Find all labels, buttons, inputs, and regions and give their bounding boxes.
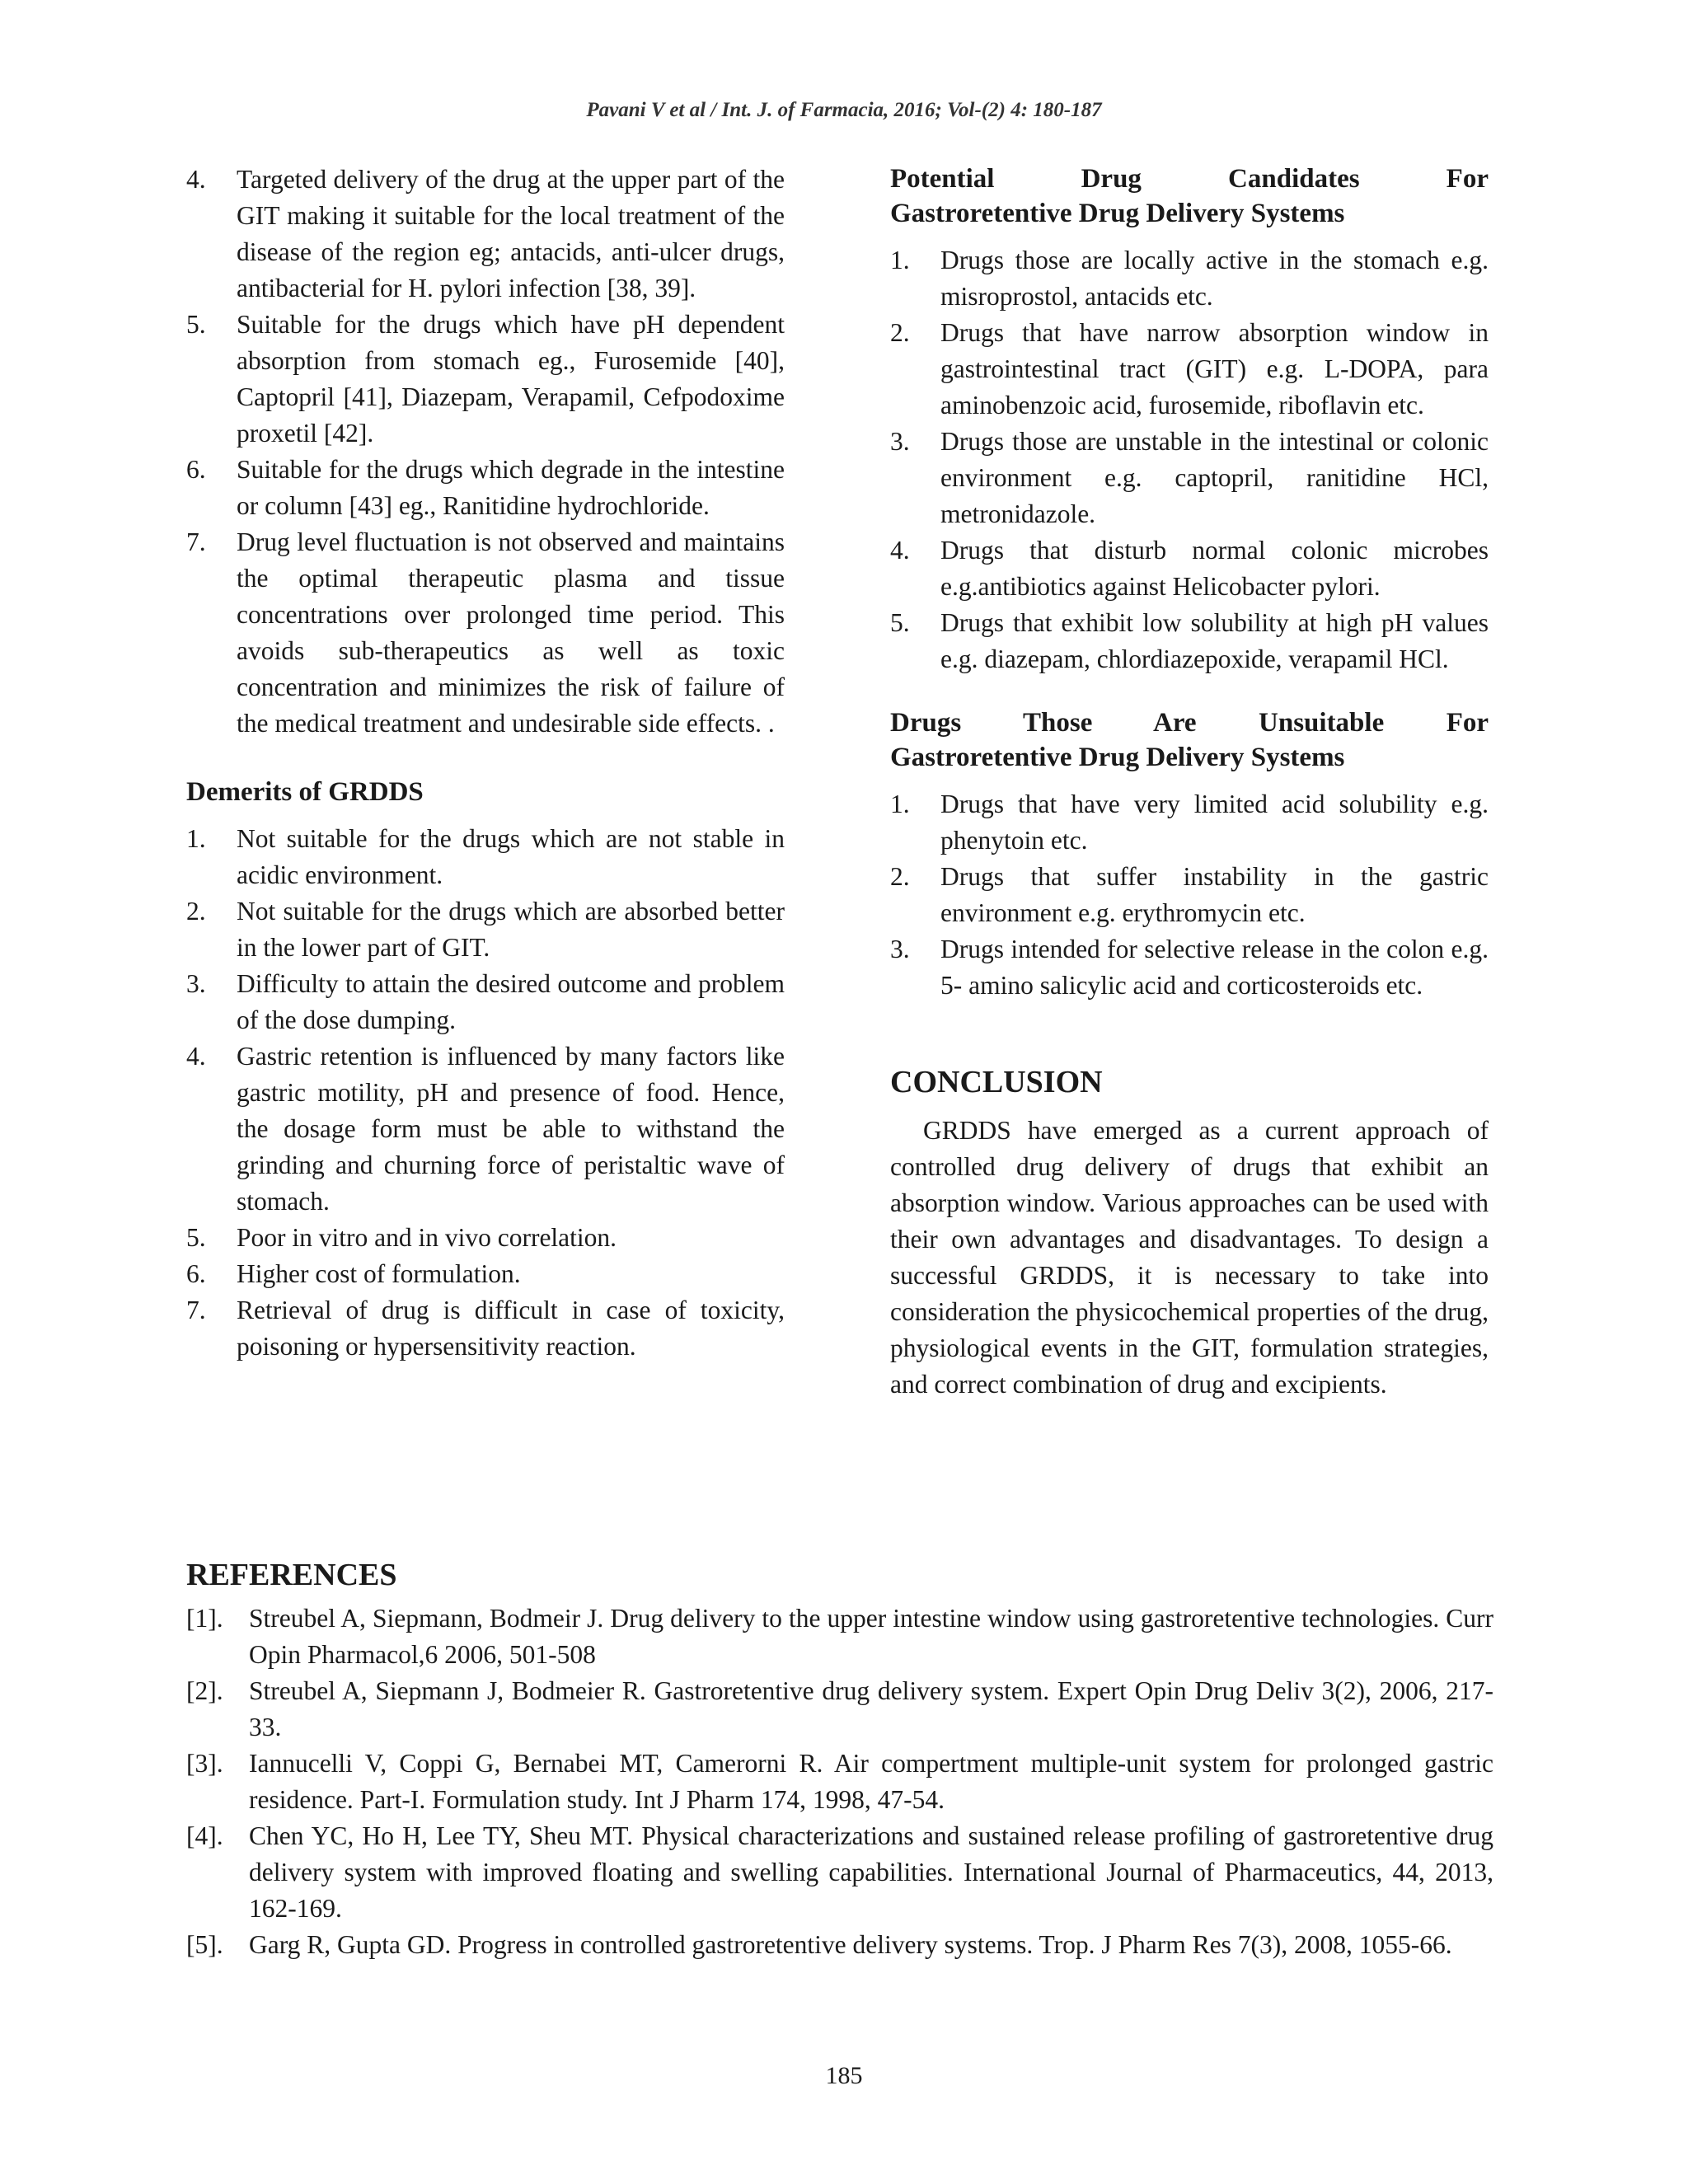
reference-text: Streubel A, Siepmann, Bodmeir J. Drug delivery to the upper intestine window using gastroretentive technologies. Curr Opin Pharmacol,6 2006, 501-508 [249,1604,1493,1669]
list-number: 2. [890,318,910,347]
reference-text: Chen YC, Ho H, Lee TY, Sheu MT. Physical characterizations and sustained release profiling of gastroretentive drug delivery system with improved floating and swelling capabilities. International Journal of Pharmaceutics, 44, 2013, 162-169. [249,1821,1493,1923]
list-text: Not suitable for the drugs which are absorbed better in the lower part of GIT. [237,897,785,962]
list-number: 3. [186,969,206,998]
list-number: 3. [890,935,910,963]
list-item [890,532,1489,605]
running-header: Pavani V et al / Int. J. of Farmacia, 2016; Vol-(2) 4: 180-187 [586,99,1102,121]
list-item [186,893,785,966]
reference-number: [2]. [186,1676,223,1705]
list-item [890,605,1489,677]
list-text: Drugs those are unstable in the intestinal or colonic environment e.g. captopril, ranitidine HCl, metronidazole. [940,427,1489,528]
unsuitable-heading-line1: Drugs Those Are Unsuitable For [890,708,1489,738]
list-number: 2. [890,862,910,891]
list-text: Not suitable for the drugs which are not stable in acidic environment. [237,824,785,889]
reference-number: [1]. [186,1604,223,1633]
list-text: Difficulty to attain the desired outcome and problem of the dose dumping. [237,969,785,1034]
list-item [186,1220,785,1256]
demerits-list [186,821,785,1365]
list-item [186,821,785,893]
reference-number: [4]. [186,1821,223,1850]
candidates-heading-line2: Gastroretentive Drug Delivery Systems [890,199,1345,228]
list-item [890,315,1489,424]
reference-item [186,1927,1493,1963]
list-number: 1. [890,790,910,818]
list-text: Drugs those are locally active in the stomach e.g. misroprostol, antacids etc. [940,246,1489,311]
advantages-list [186,162,785,742]
list-number: 7. [186,527,206,556]
list-item [890,786,1489,859]
conclusion-paragraph: GRDDS have emerged as a current approach of controlled drug delivery of drugs that exhibit an absorption window. Various approaches can be used with their own advantages and disadvantages. To design a successful GRDDS, it is necessary to take into consideration the physicochemical properties of the drug, physiological events in the GIT, formulation strategies, and correct combination of drug and excipients. [890,1116,1489,1399]
list-text: Retrieval of drug is difficult in case of toxicity, poisoning or hypersensitivity reaction. [237,1296,785,1361]
reference-item [186,1818,1493,1927]
list-item [186,1038,785,1220]
right-column [890,162,1489,1403]
list-number: 4. [186,1042,206,1071]
list-number: 4. [186,165,206,194]
reference-text: Garg R, Gupta GD. Progress in controlled gastroretentive delivery systems. Trop. J Pharm Res 7(3), 2008, 1055-66. [249,1930,1452,1959]
list-number: 2. [186,897,206,926]
list-number: 5. [186,310,206,339]
list-text: Drugs that have very limited acid solubility e.g. phenytoin etc. [940,790,1489,855]
candidates-list [890,242,1489,677]
reference-text: Streubel A, Siepmann J, Bodmeier R. Gastroretentive drug delivery system. Expert Opin Drug Deliv 3(2), 2006, 217- 33. [249,1676,1493,1741]
unsuitable-heading [890,705,1489,775]
list-text: Drugs that have narrow absorption window in gastrointestinal tract (GIT) e.g. L-DOPA, para aminobenzoic acid, furosemide, riboflavin etc. [940,318,1489,419]
list-number: 1. [890,246,910,274]
list-text: Suitable for the drugs which degrade in the intestine or column [43] eg., Ranitidine hydrochloride. [237,455,785,520]
list-text: Drugs that disturb normal colonic microbes e.g.antibiotics against Helicobacter pylori. [940,536,1489,601]
list-text: Higher cost of formulation. [237,1259,521,1288]
list-item [890,242,1489,315]
list-item [186,162,785,307]
list-number: 5. [890,608,910,637]
list-text: Targeted delivery of the drug at the upper part of the GIT making it suitable for the local treatment of the disease of the region eg; antacids, anti-ulcer drugs, antibacterial for H. pylori infection [38, 39]. [237,165,785,302]
references-heading: REFERENCES [186,1558,397,1592]
list-item [186,1256,785,1292]
candidates-heading [890,162,1489,231]
list-number: 3. [890,427,910,456]
reference-item [186,1746,1493,1818]
list-item [890,931,1489,1004]
list-number: 6. [186,455,206,484]
reference-item [186,1673,1493,1746]
list-item [186,307,785,452]
reference-number: [5]. [186,1930,223,1959]
list-number: 5. [186,1223,206,1252]
list-number: 4. [890,536,910,565]
page-number: 185 [825,2062,863,2089]
list-item [890,424,1489,532]
list-text: Suitable for the drugs which have pH dependent absorption from stomach eg., Furosemide [40], Captopril [41], Diazepam, Verapamil, Cefpodoxime proxetil [42]. [237,310,785,448]
reference-number: [3]. [186,1749,223,1778]
list-text: Gastric retention is influenced by many factors like gastric motility, pH and presence of food. Hence, the dosage form must be able to withstand the grinding and churning force of peristaltic wave of stomach. [237,1042,785,1216]
list-text: Drugs intended for selective release in the colon e.g. 5- amino salicylic acid and corticosteroids etc. [940,935,1489,1000]
list-text: Drug level fluctuation is not observed and maintains the optimal therapeutic plasma and tissue concentrations over prolonged time period. This avoids sub-therapeutics as well as toxic concentration and minimizes the risk of failure of the medical treatment and undesirable side effects. . [237,527,785,738]
list-item [186,452,785,524]
list-item [890,859,1489,931]
unsuitable-heading-line2: Gastroretentive Drug Delivery Systems [890,743,1345,772]
list-number: 6. [186,1259,206,1288]
list-number: 1. [186,824,206,853]
unsuitable-list [890,786,1489,1004]
reference-item [186,1601,1493,1673]
demerits-heading: Demerits of GRDDS [186,777,424,807]
references-list [186,1601,1493,1963]
references-section [186,1554,1493,1963]
candidates-heading-line1: Potential Drug Candidates For [890,164,1489,194]
list-item [186,1292,785,1365]
list-text: Drugs that exhibit low solubility at high pH values e.g. diazepam, chlordiazepoxide, verapamil HCl. [940,608,1489,673]
left-column [186,162,785,1365]
list-item [186,524,785,742]
conclusion-heading: CONCLUSION [890,1065,1103,1099]
list-number: 7. [186,1296,206,1324]
list-text: Drugs that suffer instability in the gastric environment e.g. erythromycin etc. [940,862,1489,927]
list-item [186,966,785,1038]
reference-text: Iannucelli V, Coppi G, Bernabei MT, Camerorni R. Air compertment multiple-unit system for prolonged gastric residence. Part-I. Formulation study. Int J Pharm 174, 1998, 47-54. [249,1749,1493,1814]
list-text: Poor in vitro and in vivo correlation. [237,1223,617,1252]
